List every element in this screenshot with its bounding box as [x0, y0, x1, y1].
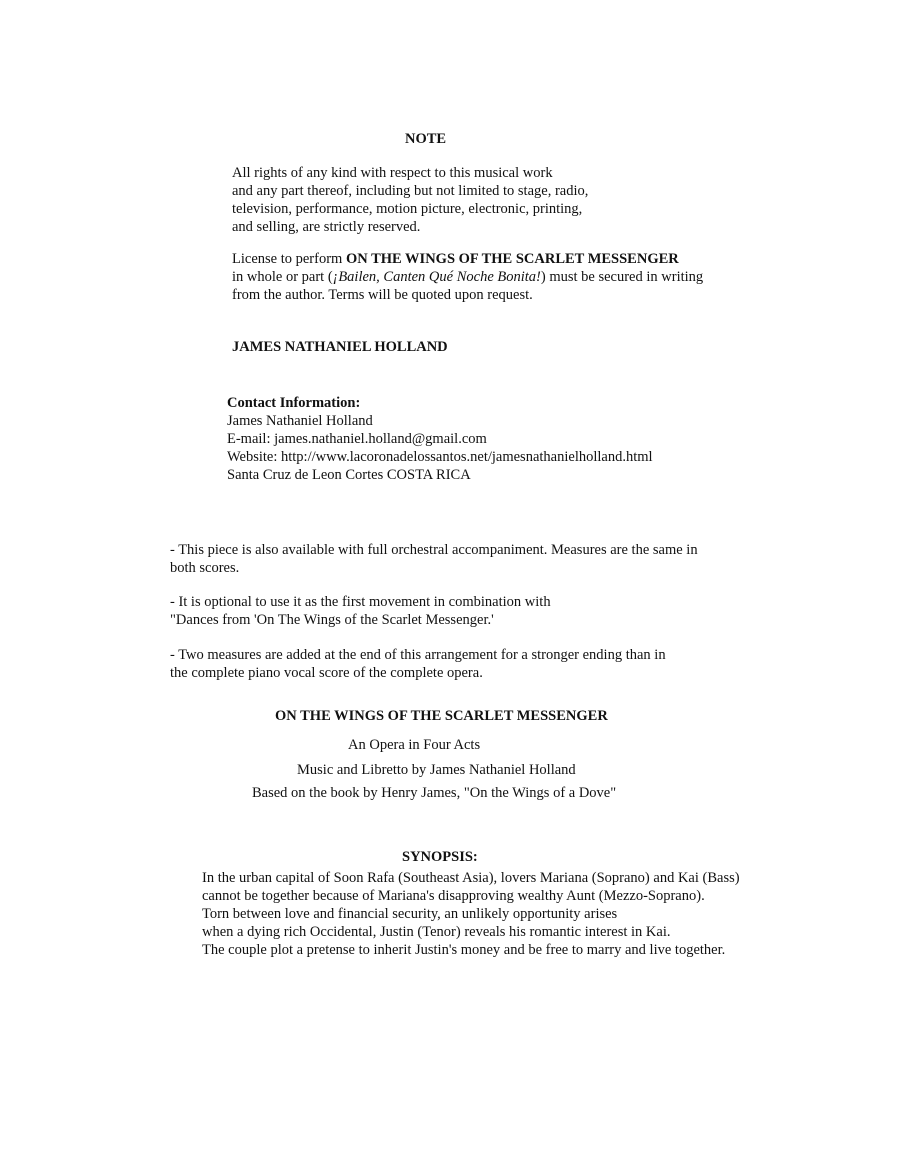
- author-name: JAMES NATHANIEL HOLLAND: [232, 339, 448, 355]
- remark-line: - It is optional to use it as the first movement in combination with: [170, 594, 551, 610]
- remark-line: - This piece is also available with full orchestral accompaniment. Measures are the same in: [170, 542, 698, 558]
- synopsis-line: In the urban capital of Soon Rafa (Southeast Asia), lovers Mariana (Soprano) and Kai (Bass): [202, 870, 740, 886]
- contact-block: [227, 394, 653, 484]
- remark-measures: [170, 646, 666, 682]
- opera-credits: Music and Libretto by James Nathaniel Holland: [297, 762, 576, 778]
- contact-name: James Nathaniel Holland: [227, 413, 373, 429]
- synopsis-line: when a dying rich Occidental, Justin (Tenor) reveals his romantic interest in Kai.: [202, 924, 671, 940]
- license-line-3: from the author. Terms will be quoted upon request.: [232, 287, 533, 303]
- synopsis-text: [202, 869, 740, 959]
- license-prefix: License to perform: [232, 251, 346, 267]
- remark-line: both scores.: [170, 560, 240, 576]
- synopsis-heading: SYNOPSIS:: [402, 849, 478, 865]
- synopsis-line: cannot be together because of Mariana's disapproving wealthy Aunt (Mezzo-Soprano).: [202, 888, 705, 904]
- rights-line: All rights of any kind with respect to this musical work: [232, 165, 553, 181]
- rights-paragraph: [232, 164, 588, 236]
- note-heading: NOTE: [405, 131, 447, 147]
- contact-email: E-mail: james.nathaniel.holland@gmail.com: [227, 431, 487, 447]
- rights-line: and any part thereof, including but not limited to stage, radio,: [232, 183, 589, 199]
- synopsis-line: The couple plot a pretense to inherit Justin's money and be free to marry and live together.: [202, 942, 726, 958]
- license-line-1: [232, 250, 703, 268]
- contact-heading: Contact Information:: [227, 395, 361, 411]
- contact-location: Santa Cruz de Leon Cortes COSTA RICA: [227, 467, 471, 483]
- remark-optional: [170, 593, 551, 629]
- remark-line: the complete piano vocal score of the complete opera.: [170, 665, 483, 681]
- opera-based-on: Based on the book by Henry James, "On the Wings of a Dove": [252, 785, 617, 801]
- license-paragraph: [232, 250, 703, 304]
- license-line2-prefix: in whole or part (: [232, 269, 333, 285]
- license-italic-title: ¡Bailen, Canten Qué Noche Bonita!: [332, 269, 541, 285]
- remark-line: "Dances from 'On The Wings of the Scarlet Messenger.': [170, 612, 494, 628]
- remark-orchestral: [170, 541, 698, 577]
- contact-website: Website: http://www.lacoronadelossantos.net/jamesnathanielholland.html: [227, 449, 653, 465]
- synopsis-line: Torn between love and financial security, an unlikely opportunity arises: [202, 906, 618, 922]
- rights-line: television, performance, motion picture, electronic, printing,: [232, 201, 583, 217]
- remark-line: - Two measures are added at the end of this arrangement for a stronger ending than in: [170, 647, 666, 663]
- rights-line: and selling, are strictly reserved.: [232, 219, 421, 235]
- opera-subtitle: An Opera in Four Acts: [348, 737, 481, 753]
- license-line-2: [232, 268, 703, 286]
- license-work-title: ON THE WINGS OF THE SCARLET MESSENGER: [345, 251, 679, 267]
- license-line2-suffix: ) must be secured in writing: [540, 269, 704, 285]
- opera-title: ON THE WINGS OF THE SCARLET MESSENGER: [275, 708, 608, 724]
